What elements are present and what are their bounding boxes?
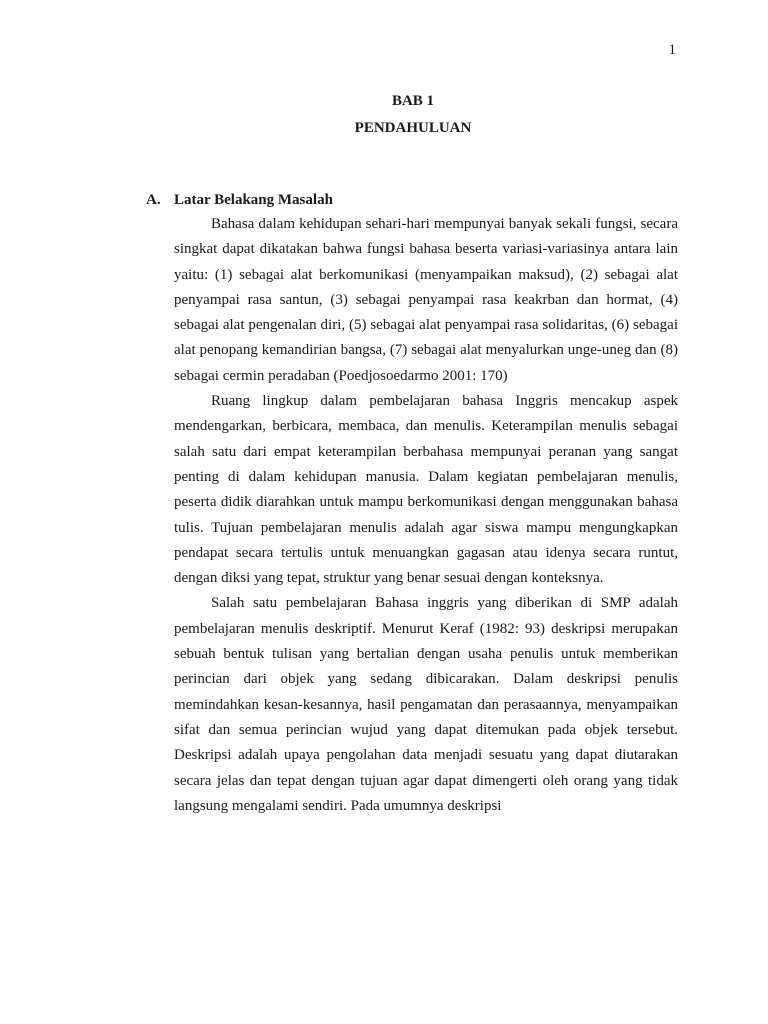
chapter-heading — [0, 88, 768, 142]
section-heading — [146, 188, 333, 213]
paragraph: Ruang lingkup dalam pembelajaran bahasa Inggris mencakup aspek mendengarkan, berbicara, membaca, dan menulis. Keterampilan menulis sebagai salah satu dari empat keterampilan berbahasa mempunyai peranan yang sangat penting di dalam kehidupan manusia. Dalam kegiatan pembelajaran menulis, peserta didik diarahkan untuk mampu berkomunikasi dengan menggunakan bahasa tulis. Tujuan pembelajaran menulis adalah agar siswa mampu mengungkapkan pendapat secara tertulis untuk menuangkan gagasan atau idenya secara runtut, dengan diksi yang tepat, struktur yang benar sesuai dengan konteksnya. — [174, 393, 678, 587]
chapter-title: PENDAHULUAN — [354, 120, 472, 136]
page-number: 1 — [668, 42, 676, 58]
chapter-label: BAB 1 — [391, 93, 435, 109]
paragraph: Salah satu pembelajaran Bahasa inggris yang diberikan di SMP adalah pembelajaran menulis deskriptif. Menurut Keraf (1982: 93) deskripsi merupakan sebuah bentuk tulisan yang bertalian dengan usaha penulis untuk memberikan perincian dari objek yang sedang dibicarakan. Dalam deskripsi penulis memindahkan kesan-kesannya, hasil pengamatan dan perasaannya, menyampaikan sifat dan semua perincian wujud yang dapat ditemukan pada objek tersebut. Deskripsi adalah upaya pengolahan data menjadi sesuatu yang dapat diutarakan secara jelas dan tepat dengan tujuan agar dapat dimengerti oleh orang yang tidak langsung mengalami sendiri. Pada umumnya deskripsi — [174, 595, 678, 814]
body-text — [174, 212, 678, 819]
section-letter: A. — [146, 192, 161, 208]
paragraph: Bahasa dalam kehidupan sehari-hari mempunyai banyak sekali fungsi, secara singkat dapat dikatakan bahwa fungsi bahasa beserta variasi-variasinya antara lain yaitu: (1) sebagai alat berkomunikasi (menyampaikan maksud), (2) sebagai alat penyampai rasa santun, (3) sebagai penyampai rasa keakrban dan hormat, (4) sebagai alat pengenalan diri, (5) sebagai alat penyampai rasa solidaritas, (6) sebagai alat penopang kemandirian bangsa, (7) sebagai alat menyalurkan unge-uneg dan (8) sebagai cermin peradaban (Poedjosoedarmo 2001: 170) — [174, 216, 678, 384]
section-title: Latar Belakang Masalah — [174, 192, 333, 208]
